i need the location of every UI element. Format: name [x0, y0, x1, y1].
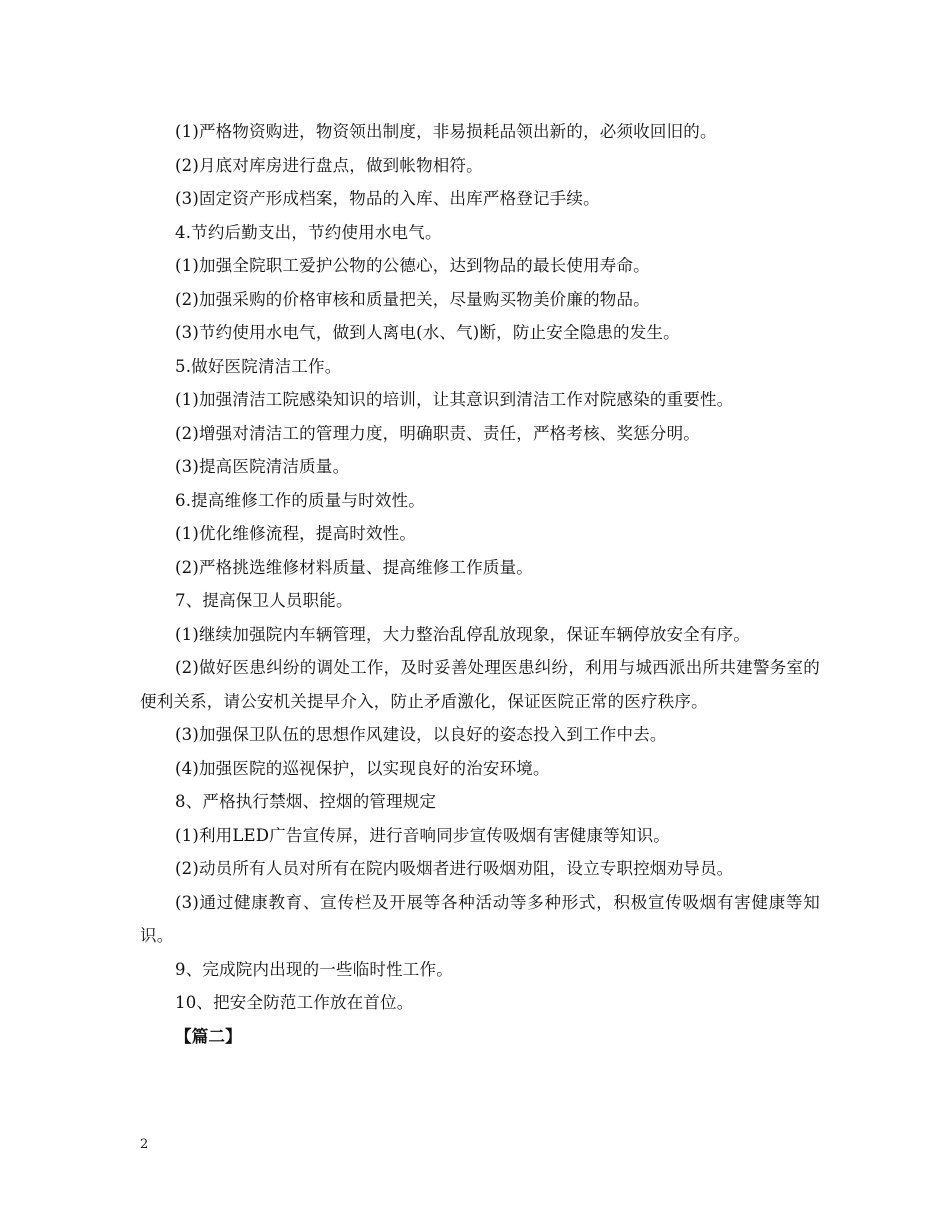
paragraph: (4)加强医院的巡视保护，以实现良好的治安环境。 [175, 758, 550, 778]
paragraph: (1)加强清洁工院感染知识的培训，让其意识到清洁工作对院感染的重要性。 [175, 390, 734, 409]
paragraph: (2)动员所有人员对所有在院内吸烟者进行吸烟劝阻，设立专职控烟劝导员。 [175, 859, 734, 878]
paragraph: 10、把安全防范工作放在首位。 [175, 993, 414, 1012]
paragraph: 5.做好医院清洁工作。 [175, 356, 342, 376]
paragraph: (1)优化维修流程，提高时效性。 [175, 524, 417, 543]
paragraph: (2)严格挑选维修材料质量、提高维修工作质量。 [175, 557, 533, 577]
paragraph: (3)节约使用水电气，做到人离电(水、气)断，防止安全隐患的发生。 [175, 323, 680, 342]
paragraph: (1)严格物资购进，物资领出制度，非易损耗品领出新的，必须收回旧的。 [175, 122, 717, 141]
paragraph: 6.提高维修工作的质量与时效性。 [175, 490, 425, 510]
section-heading: 【篇二】 [175, 1026, 242, 1046]
paragraph: (1)继续加强院内车辆管理，大力整治乱停乱放现象，保证车辆停放安全有序。 [175, 624, 751, 644]
paragraph: (2)做好医患纠纷的调处工作，及时妥善处理医患纠纷，利用与城西派出所共建警务室的便利关系，请公安机关提早介入，防止矛盾激化，保证医院正常的医疗秩序。 [140, 658, 820, 711]
paragraph: (3)提高医院清洁质量。 [175, 457, 350, 476]
paragraph: 9、完成院内出现的一些临时性工作。 [175, 959, 453, 979]
page-number: 2 [140, 1137, 149, 1152]
paragraph: (3)固定资产形成档案，物品的入库、出库严格登记手续。 [175, 189, 600, 208]
paragraph: (2)增强对清洁工的管理力度，明确职责、责任，严格考核、奖惩分明。 [175, 423, 700, 443]
paragraph: 4.节约后勤支出，节约使用水电气。 [175, 222, 442, 242]
paragraph: (3)加强保卫队伍的思想作风建设，以良好的姿态投入到工作中去。 [175, 725, 667, 744]
paragraph: (1)利用LED广告宣传屏，进行音响同步宣传吸烟有害健康等知识。 [175, 825, 671, 845]
paragraph: (1)加强全院职工爱护公物的公德心，达到物品的最长使用寿命。 [175, 256, 650, 275]
paragraph: (2)加强采购的价格审核和质量把关，尽量购买物美价廉的物品。 [175, 289, 650, 309]
document-body [140, 115, 820, 1053]
paragraph: 7、提高保卫人员职能。 [175, 591, 353, 610]
paragraph: (3)通过健康教育、宣传栏及开展等各种活动等多种形式，积极宣传吸烟有害健康等知识。 [140, 892, 820, 945]
paragraph: (2)月底对库房进行盘点，做到帐物相符。 [175, 155, 483, 175]
paragraph: 8、严格执行禁烟、控烟的管理规定 [175, 792, 437, 811]
